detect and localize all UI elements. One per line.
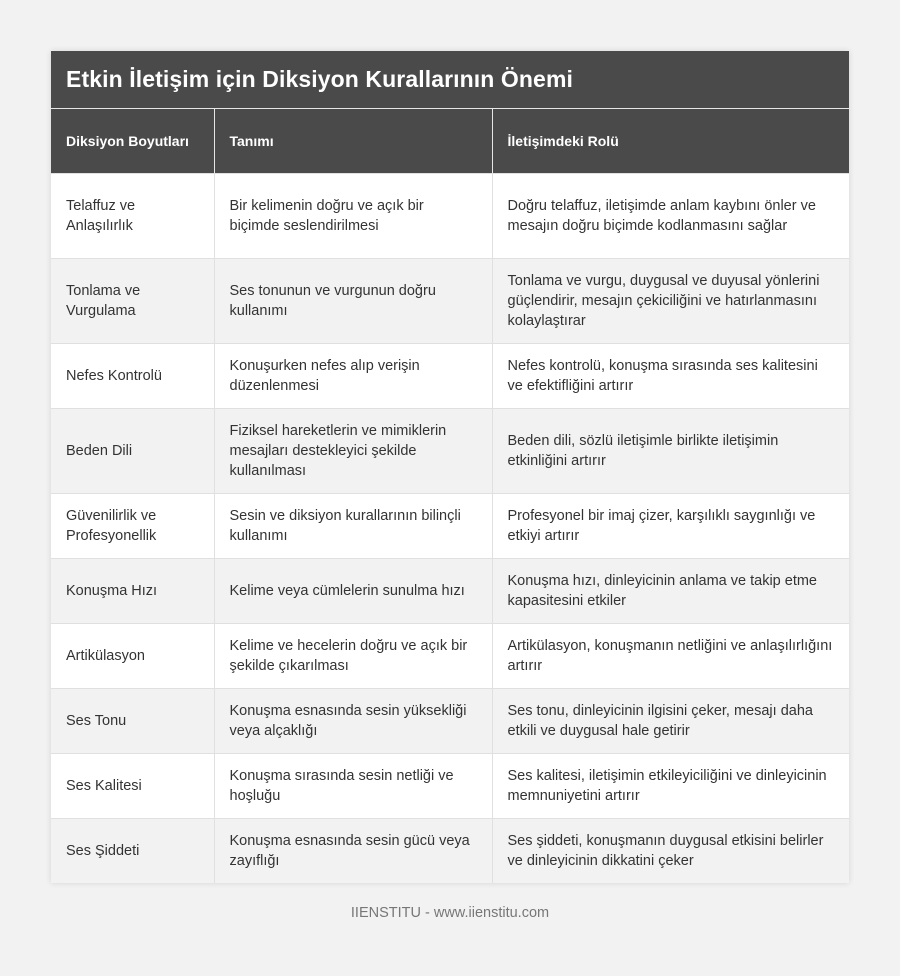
cell-definition: Konuşma esnasında sesin gücü veya zayıflığı xyxy=(214,819,492,884)
cell-definition: Fiziksel hareketlerin ve mimiklerin mesajları destekleyici şekilde kullanılması xyxy=(214,409,492,494)
cell-role: Tonlama ve vurgu, duygusal ve duyusal yönlerini güçlendirir, mesajın çekiciliğini ve hatırlanmasını kolaylaştırar xyxy=(492,259,849,344)
table-row xyxy=(51,624,849,689)
column-header-role: İletişimdeki Rolü xyxy=(492,109,849,174)
table-row xyxy=(51,819,849,884)
cell-dimension: Ses Şiddeti xyxy=(51,819,214,884)
cell-dimension: Telaffuz ve Anlaşılırlık xyxy=(51,174,214,259)
cell-role: Nefes kontrolü, konuşma sırasında ses kalitesini ve efektifliğini artırır xyxy=(492,344,849,409)
diction-table xyxy=(51,109,849,883)
table-title: Etkin İletişim için Diksiyon Kurallarının Önemi xyxy=(51,51,849,109)
cell-definition: Sesin ve diksiyon kurallarının bilinçli kullanımı xyxy=(214,494,492,559)
table-row xyxy=(51,174,849,259)
cell-definition: Konuşma esnasında sesin yüksekliği veya alçaklığı xyxy=(214,689,492,754)
cell-role: Profesyonel bir imaj çizer, karşılıklı saygınlığı ve etkiyi artırır xyxy=(492,494,849,559)
cell-dimension: Artikülasyon xyxy=(51,624,214,689)
cell-definition: Kelime ve hecelerin doğru ve açık bir şekilde çıkarılması xyxy=(214,624,492,689)
cell-role: Ses şiddeti, konuşmanın duygusal etkisini belirler ve dinleyicinin dikkatini çeker xyxy=(492,819,849,884)
table-header xyxy=(51,109,849,174)
cell-definition: Konuşma sırasında sesin netliği ve hoşluğu xyxy=(214,754,492,819)
column-header-definition: Tanımı xyxy=(214,109,492,174)
cell-role: Doğru telaffuz, iletişimde anlam kaybını önler ve mesajın doğru biçimde kodlanmasını sağlar xyxy=(492,174,849,259)
cell-definition: Bir kelimenin doğru ve açık bir biçimde seslendirilmesi xyxy=(214,174,492,259)
cell-dimension: Beden Dili xyxy=(51,409,214,494)
cell-definition: Konuşurken nefes alıp verişin düzenlenmesi xyxy=(214,344,492,409)
table-row xyxy=(51,494,849,559)
diction-table-card xyxy=(51,51,849,883)
cell-definition: Kelime veya cümlelerin sunulma hızı xyxy=(214,559,492,624)
cell-dimension: Tonlama ve Vurgulama xyxy=(51,259,214,344)
cell-dimension: Nefes Kontrolü xyxy=(51,344,214,409)
cell-dimension: Konuşma Hızı xyxy=(51,559,214,624)
column-header-dimension: Diksiyon Boyutları xyxy=(51,109,214,174)
table-row xyxy=(51,754,849,819)
cell-dimension: Güvenilirlik ve Profesyonellik xyxy=(51,494,214,559)
cell-dimension: Ses Tonu xyxy=(51,689,214,754)
cell-definition: Ses tonunun ve vurgunun doğru kullanımı xyxy=(214,259,492,344)
cell-role: Ses tonu, dinleyicinin ilgisini çeker, mesajı daha etkili ve duygusal hale getirir xyxy=(492,689,849,754)
cell-role: Konuşma hızı, dinleyicinin anlama ve takip etme kapasitesini etkiler xyxy=(492,559,849,624)
cell-role: Artikülasyon, konuşmanın netliğini ve anlaşılırlığını artırır xyxy=(492,624,849,689)
header-row xyxy=(51,109,849,174)
cell-role: Ses kalitesi, iletişimin etkileyiciliğini ve dinleyicinin memnuniyetini artırır xyxy=(492,754,849,819)
table-row xyxy=(51,689,849,754)
cell-role: Beden dili, sözlü iletişimle birlikte iletişimin etkinliğini artırır xyxy=(492,409,849,494)
cell-dimension: Ses Kalitesi xyxy=(51,754,214,819)
table-row xyxy=(51,344,849,409)
table-row xyxy=(51,409,849,494)
table-body xyxy=(51,174,849,884)
table-row xyxy=(51,259,849,344)
table-row xyxy=(51,559,849,624)
footer-credit: IIENSTITU - www.iienstitu.com xyxy=(350,905,550,921)
